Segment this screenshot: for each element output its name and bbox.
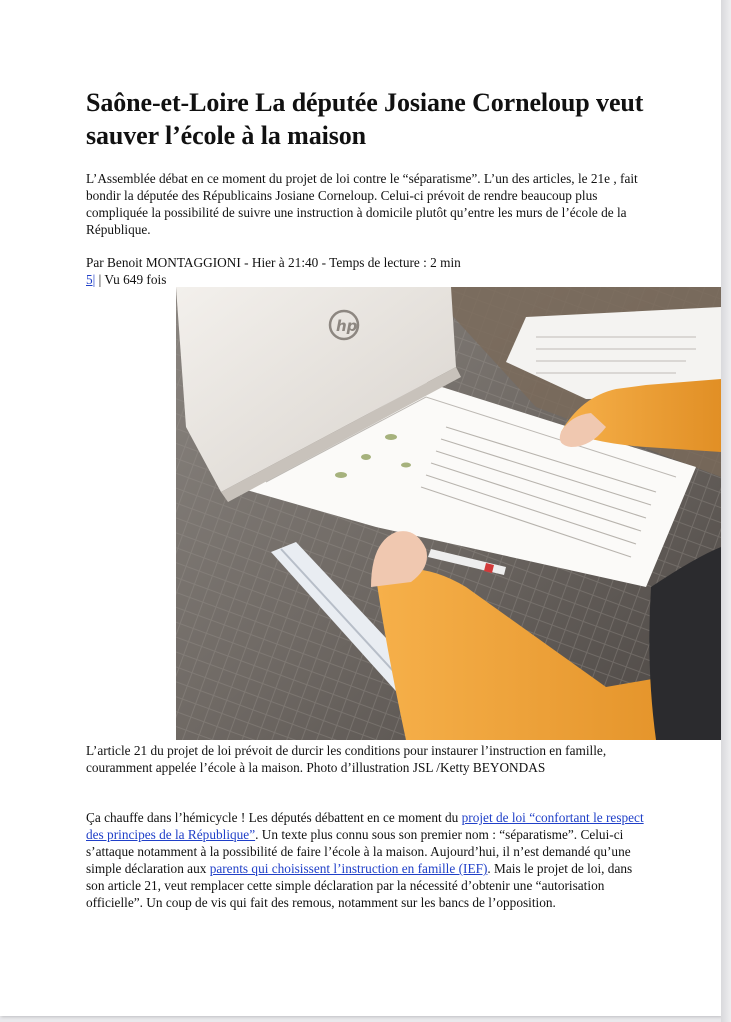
body-text-part2: . Un texte plus connu sous son premier nom : “séparatisme”. Celui-ci s’attaque notamment à la possibilité de faire l’école à la maison. Aujourd’hui, il n’est demandé qu’une simple déclaration aux	[86, 827, 631, 876]
body-text-part1: Ça chauffe dans l’hémicycle ! Les députés débattent en ce moment du	[86, 810, 462, 825]
view-count: | Vu 649 fois	[95, 272, 167, 287]
article-photo	[176, 287, 721, 740]
author-line: Par Benoit MONTAGGIONI - Hier à 21:40 - Temps de lecture : 2 min	[86, 255, 461, 270]
body-text-part3: . Mais le projet de loi, dans son article 21, veut remplacer cette simple déclaration par la nécessité d’obtenir une “autorisation officielle”. Un coup de vis qui fait des remous, notamment sur les bancs de l’opposition.	[86, 861, 633, 910]
article-title: Saône-et-Loire La députée Josiane Corneloup veut sauver l’école à la maison	[86, 88, 644, 150]
article-byline	[86, 254, 646, 288]
link-projet-de-loi[interactable]: projet de loi “confortant le respect des principes de la République”	[86, 810, 644, 842]
photo-illustration	[176, 287, 721, 740]
article-lead: L’Assemblée débat en ce moment du projet de loi contre le “séparatisme”. L’un des articles, le 21e , fait bondir la députée des Républicains Josiane Corneloup. Celui-ci prévoit de rendre beaucoup plus compliquée la possibilité de suivre une instruction à domicile plutôt qu’entre les murs de l’école de la République.	[86, 171, 638, 237]
laptop-logo: hp	[336, 317, 358, 335]
photo-caption: L’article 21 du projet de loi prévoit de durcir les conditions pour instaurer l’instruction en famille, couramment appelée l’école à la maison. Photo d’illustration JSL /Ketty BEYONDAS	[86, 743, 607, 775]
page-edge-shadow	[721, 0, 731, 1022]
link-parents-ief[interactable]: parents qui choisissent l’instruction en famille (IEF)	[209, 861, 488, 876]
comments-link[interactable]: 5|	[86, 272, 96, 287]
article-body	[86, 809, 646, 911]
